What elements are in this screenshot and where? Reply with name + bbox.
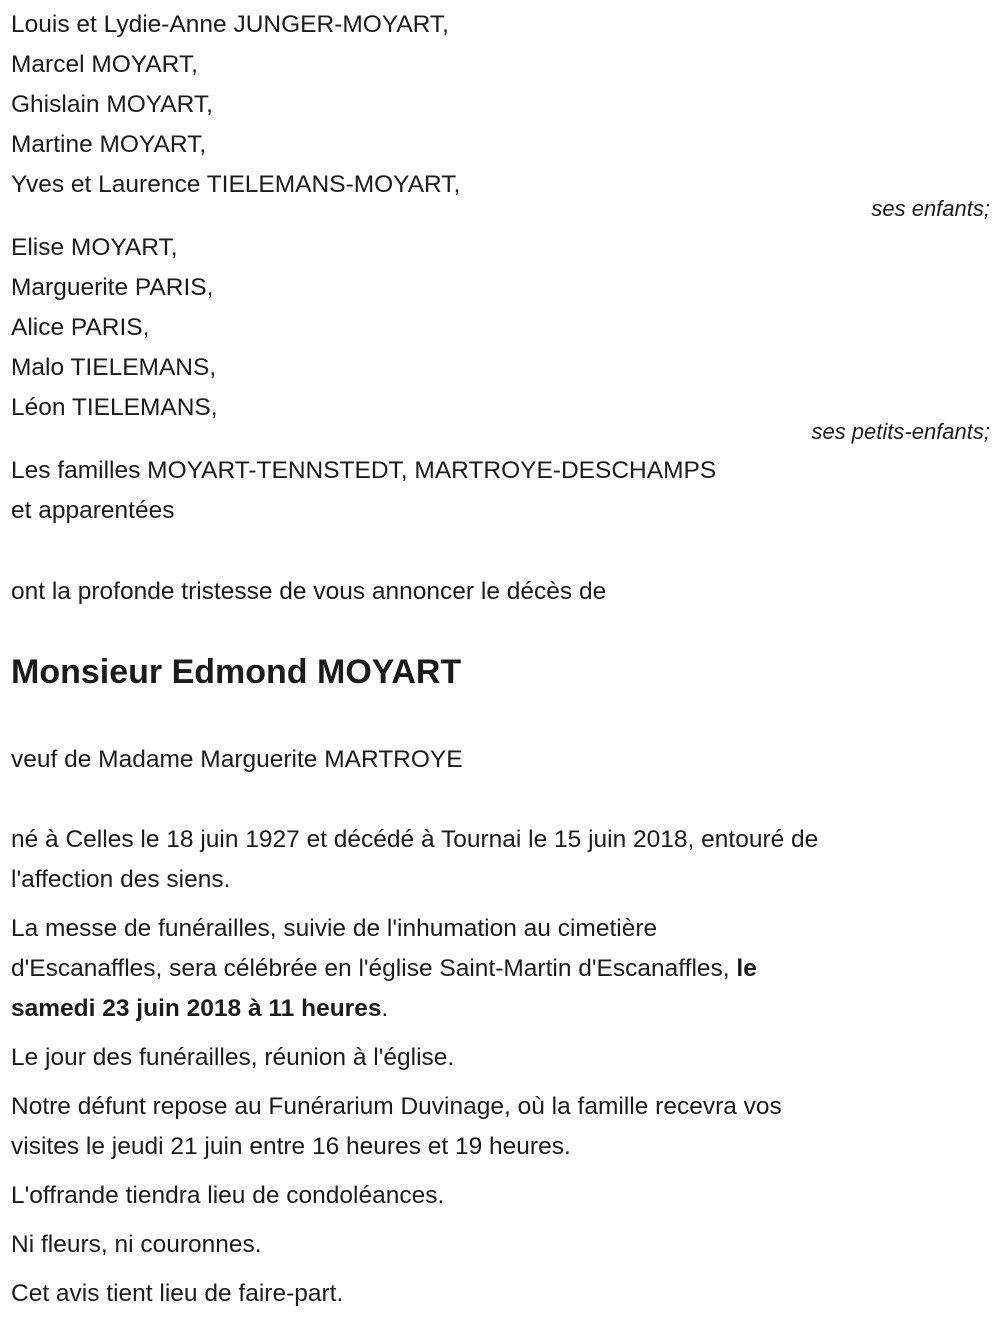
grandchild-name: Malo TIELEMANS, xyxy=(11,354,217,381)
mass-date: samedi 23 juin 2018 à 11 heures xyxy=(11,995,382,1022)
paragraph-line: L'offrande tiendra lieu de condoléances. xyxy=(11,1182,445,1209)
child-name: Marcel MOYART, xyxy=(11,51,198,78)
families xyxy=(11,451,990,531)
child-name: Yves et Laurence TIELEMANS-MOYART, xyxy=(11,171,461,198)
mass-date-start: le xyxy=(736,955,757,982)
mass-end: . xyxy=(381,995,389,1022)
announcement: ont la profonde tristesse de vous annoncer le décès de xyxy=(11,578,607,605)
child-name: Ghislain MOYART, xyxy=(11,91,213,118)
paragraph-line: Le jour des funérailles, réunion à l'église. xyxy=(11,1044,455,1071)
grandchildren-list xyxy=(11,228,990,428)
deceased-name: Monsieur Edmond MOYART xyxy=(11,653,462,691)
families-line: et apparentées xyxy=(11,497,175,524)
paragraph-line xyxy=(11,949,990,989)
flowers-paragraph xyxy=(11,1225,990,1265)
families-line: Les familles MOYART-TENNSTEDT, MARTROYE-DESCHAMPS xyxy=(11,457,717,484)
grandchildren-label: ses petits-enfants; xyxy=(811,419,990,444)
paragraph-line: visites le jeudi 21 juin entre 16 heures et 19 heures. xyxy=(11,1133,571,1160)
children-label: ses enfants; xyxy=(871,196,990,221)
grandchild-name: Alice PARIS, xyxy=(11,314,150,341)
offering-paragraph xyxy=(11,1176,990,1216)
paragraph-line xyxy=(11,989,990,1029)
paragraph-line: Cet avis tient lieu de faire-part. xyxy=(11,1280,344,1307)
grandchild-name: Léon TIELEMANS, xyxy=(11,394,218,421)
mass-paragraph xyxy=(11,909,990,1029)
grandchild-name: Elise MOYART, xyxy=(11,234,178,261)
paragraph-line: l'affection des siens. xyxy=(11,866,231,893)
birth-death-paragraph xyxy=(11,820,990,900)
reunion-paragraph xyxy=(11,1038,990,1078)
mass-location: d'Escanaffles, sera célébrée en l'église Saint-Martin d'Escanaffles, xyxy=(11,955,737,982)
notice-paragraph xyxy=(11,1274,990,1314)
children-list xyxy=(11,5,990,205)
paragraph-line: Ni fleurs, ni couronnes. xyxy=(11,1231,262,1258)
child-name: Louis et Lydie-Anne JUNGER-MOYART, xyxy=(11,11,449,38)
paragraph-line: Notre défunt repose au Funérarium Duvinage, où la famille recevra vos xyxy=(11,1093,782,1120)
paragraph-line: La messe de funérailles, suivie de l'inhumation au cimetière xyxy=(11,915,658,942)
child-name: Martine MOYART, xyxy=(11,131,207,158)
widower-text: veuf de Madame Marguerite MARTROYE xyxy=(11,746,463,773)
grandchild-name: Marguerite PARIS, xyxy=(11,274,214,301)
visits-paragraph xyxy=(11,1087,990,1167)
paragraph-line: né à Celles le 18 juin 1927 et décédé à Tournai le 15 juin 2018, entouré de xyxy=(11,826,819,853)
